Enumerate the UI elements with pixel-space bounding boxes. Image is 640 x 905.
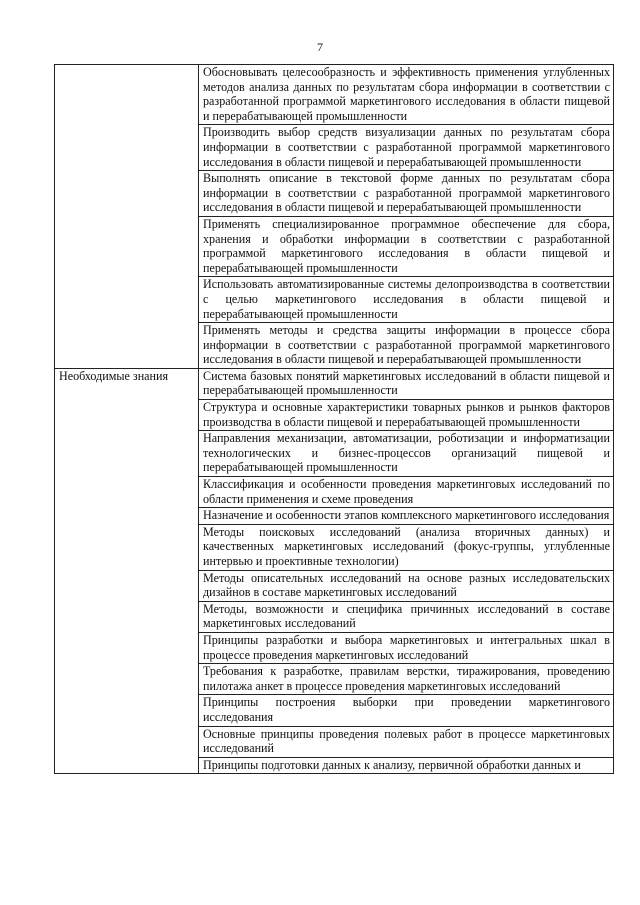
competency-table [54, 64, 614, 774]
knowledge-item: Требования к разработке, правилам верстки, тиражирования, проведению пилотажа анкет в процессе проведения маркетинговых исследований [199, 664, 614, 695]
knowledge-item: Направления механизации, автоматизации, роботизации и информатизации технологических и бизнес-процессов организаций пищевой и перерабатывающей промышленности [199, 431, 614, 477]
skill-item: Выполнять описание в текстовой форме данных по результатам сбора информации в соответствии с разработанной программой маркетингового исследования в области пищевой и перерабатывающей промышленности [199, 171, 614, 217]
page-number: 7 [317, 40, 323, 54]
skill-item: Применять специализированное программное обеспечение для сбора, хранения и обработки информации в соответствии с разработанной программой маркетингового исследования в области пищевой и перерабатывающей промышленности [199, 216, 614, 276]
knowledge-item: Методы поисковых исследований (анализа вторичных данных) и качественных маркетинговых исследований (фокус-группы, углубленные интервью и проективные технологии) [199, 524, 614, 570]
table-row [55, 368, 614, 399]
skill-item: Применять методы и средства защиты информации в процессе сбора информации в соответствии с разработанной программой маркетингового исследования в области пищевой и перерабатывающей промышленности [199, 323, 614, 369]
knowledge-item: Основные принципы проведения полевых работ в процессе маркетинговых исследований [199, 726, 614, 757]
knowledge-label-cell: Необходимые знания [55, 368, 199, 773]
knowledge-item: Классификация и особенности проведения маркетинговых исследований по области применения и схеме проведения [199, 477, 614, 508]
skill-item: Обосновывать целесообразность и эффективность применения углубленных методов анализа данных по результатам сбора информации в соответствии с разработанной программой маркетингового исследования в области пищевой и перерабатывающей промышленности [199, 65, 614, 125]
knowledge-item: Принципы построения выборки при проведении маркетингового исследования [199, 695, 614, 726]
knowledge-item: Принципы подготовки данных к анализу, первичной обработки данных и [199, 757, 614, 774]
knowledge-item: Принципы разработки и выбора маркетинговых и интегральных шкал в процессе проведения маркетинговых исследований [199, 632, 614, 663]
knowledge-item: Структура и основные характеристики товарных рынков и рынков факторов производства в области пищевой и перерабатывающей промышленности [199, 400, 614, 431]
skill-item: Производить выбор средств визуализации данных по результатам сбора информации в соответствии с разработанной программой маркетингового исследования в области пищевой и перерабатывающей промышленности [199, 125, 614, 171]
knowledge-item: Методы, возможности и специфика причинных исследований в составе маркетинговых исследований [199, 601, 614, 632]
table-row [55, 65, 614, 125]
knowledge-item: Методы описательных исследований на основе разных исследовательских дизайнов в составе маркетинговых исследований [199, 570, 614, 601]
skill-item: Использовать автоматизированные системы делопроизводства в соответствии с целью маркетингового исследования в области пищевой и перерабатывающей промышленности [199, 277, 614, 323]
knowledge-item: Система базовых понятий маркетинговых исследований в области пищевой и перерабатывающей промышленности [199, 368, 614, 399]
skills-label-cell [55, 65, 199, 369]
knowledge-item: Назначение и особенности этапов комплексного маркетингового исследования [199, 508, 614, 525]
